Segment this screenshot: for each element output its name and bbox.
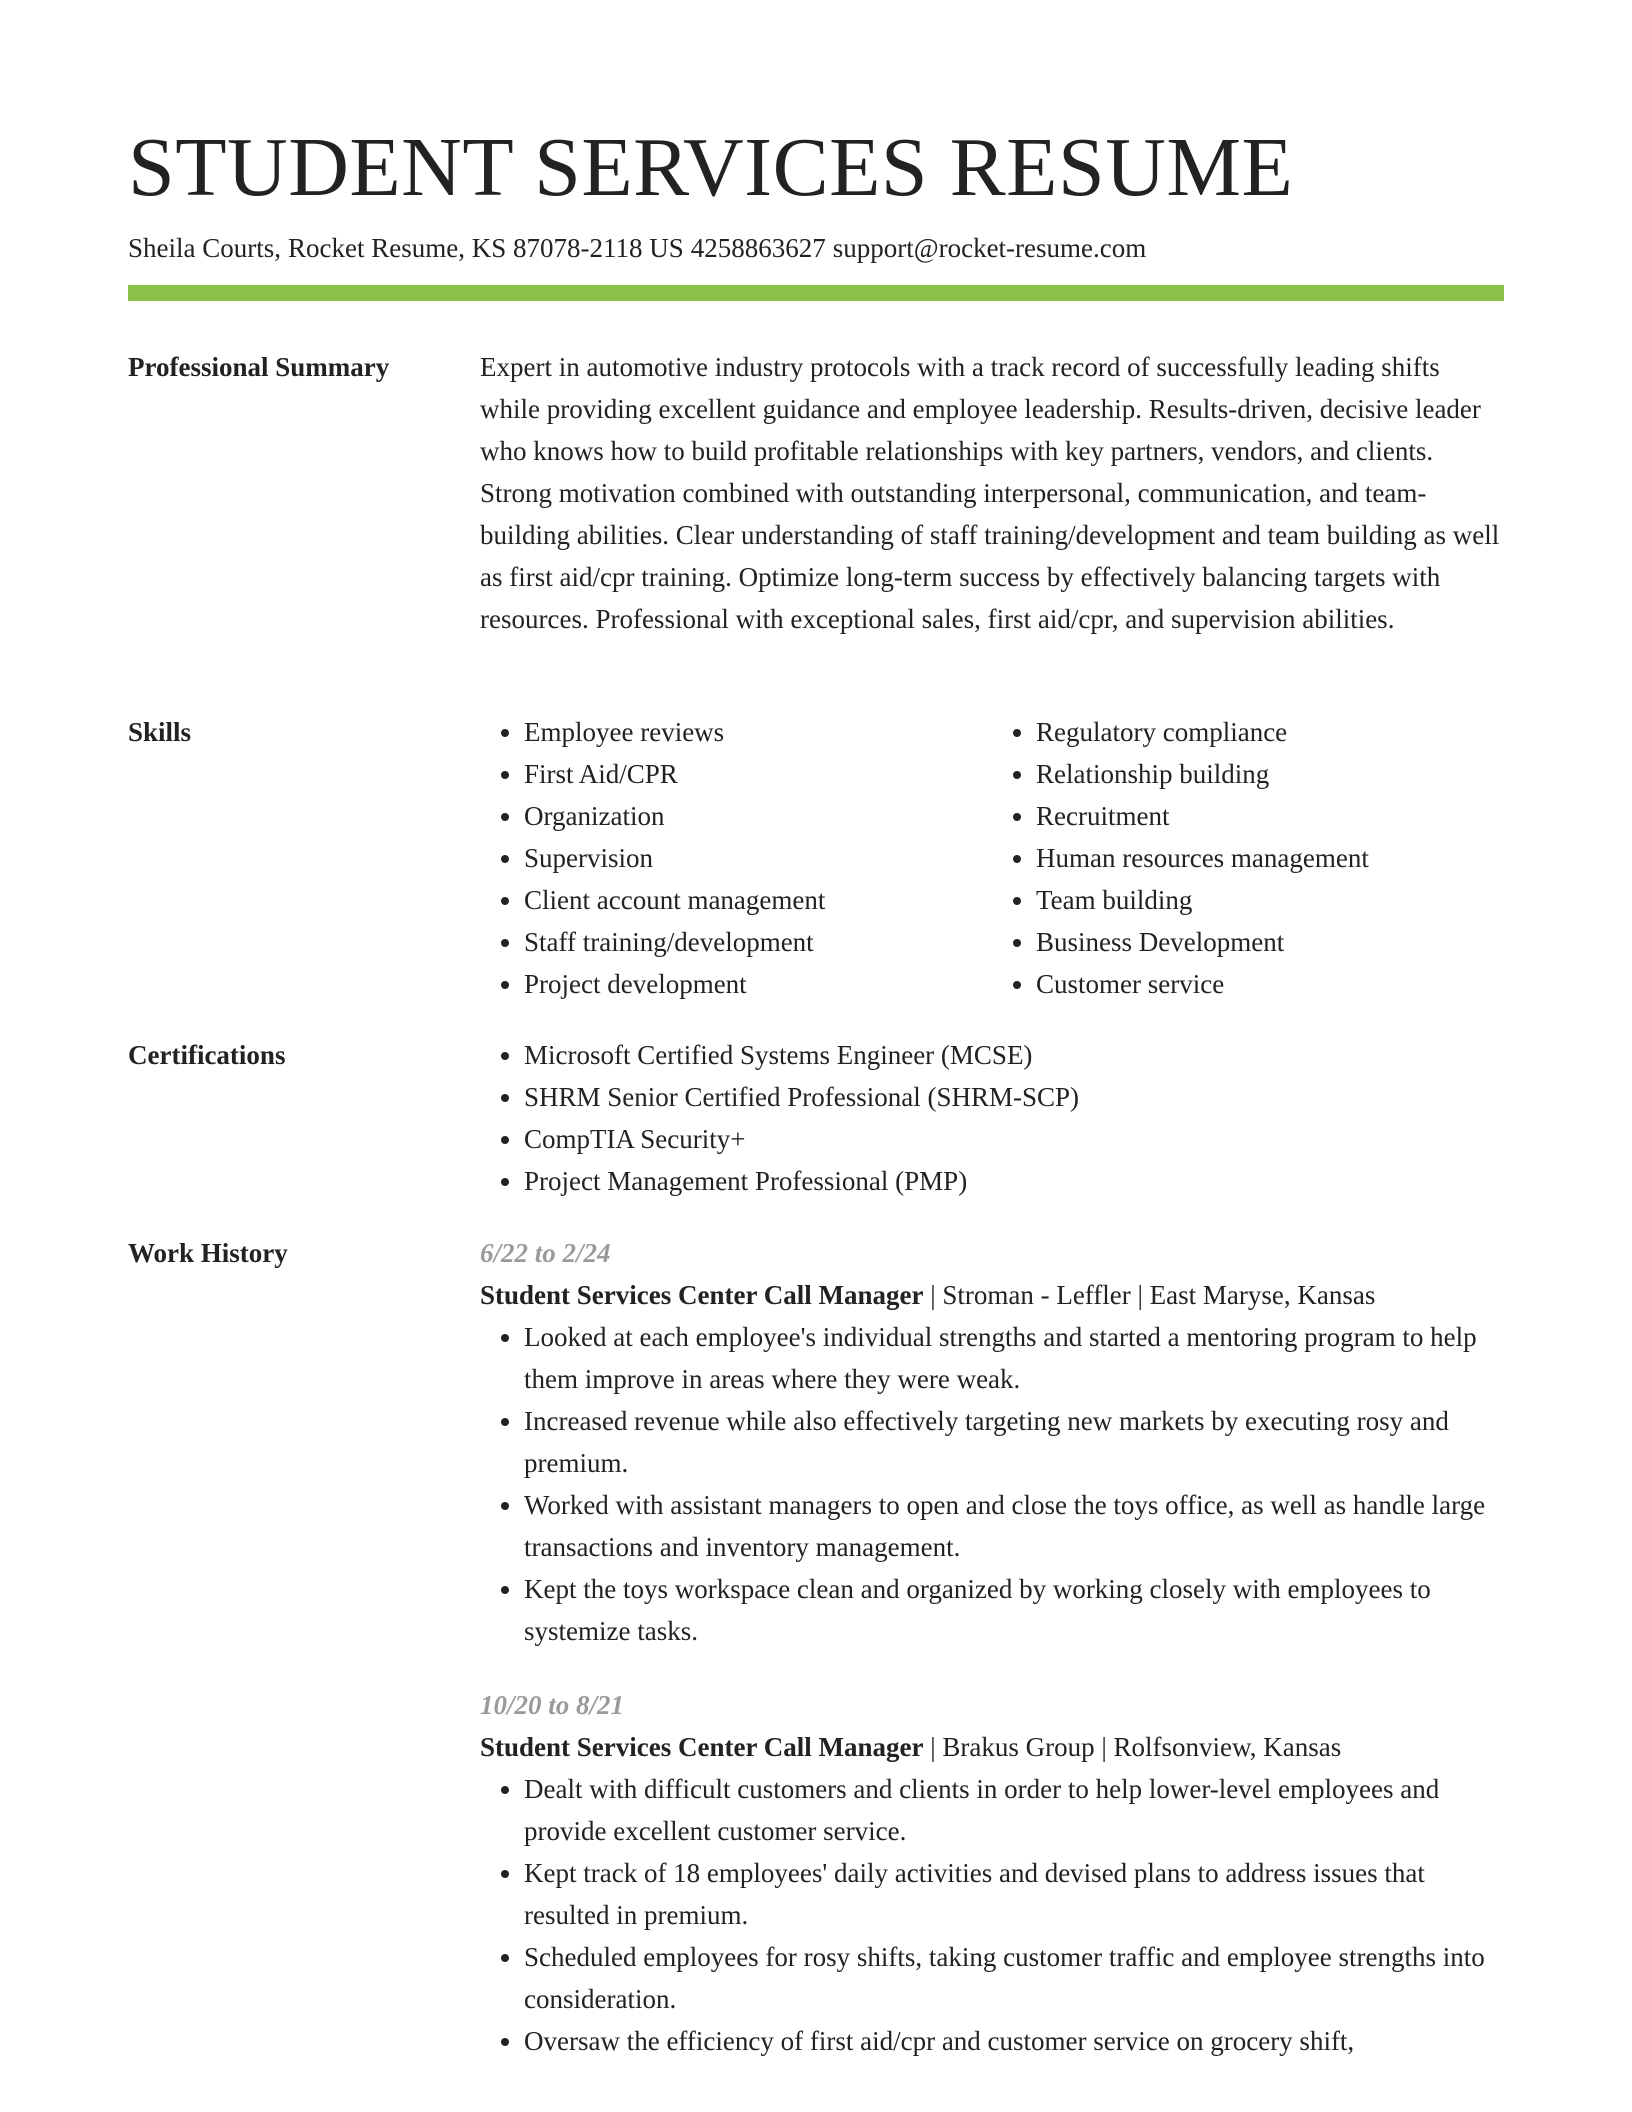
skill-item: • Customer service: [1036, 963, 1504, 1005]
job-dates: 6/22 to 2/24: [480, 1238, 611, 1268]
job-bullet: • Scheduled employees for rosy shifts, taking customer traffic and employee strengths into consideration.: [524, 1936, 1504, 2020]
contact-email: support@rocket-resume.com: [832, 233, 1147, 263]
skills-list-right: [992, 711, 1504, 1005]
resume-title: STUDENT SERVICES RESUME: [128, 121, 1294, 214]
skills-heading: Skills: [128, 717, 192, 747]
work-history-heading: Work History: [128, 1238, 288, 1268]
skill-item: • Business Development: [1036, 921, 1504, 963]
job-bullet: • Worked with assistant managers to open and close the toys office, as well as handle large transactions and inventory management.: [524, 1484, 1504, 1568]
job-bullets: [480, 1316, 1504, 1652]
skill-item: • Supervision: [524, 837, 992, 879]
skill-item: • Organization: [524, 795, 992, 837]
certification-item: • Project Management Professional (PMP): [524, 1160, 1504, 1202]
job-heading: [480, 1726, 1504, 1768]
skill-item: • Client account management: [524, 879, 992, 921]
job-title: Student Services Center Call Manager: [480, 1280, 924, 1310]
skill-item: • Project development: [524, 963, 992, 1005]
contact-address: Rocket Resume, KS 87078-2118 US: [288, 233, 684, 263]
job-bullet: • Kept track of 18 employees' daily activities and devised plans to address issues that resulted in premium.: [524, 1852, 1504, 1936]
job-dates: 10/20 to 8/21: [480, 1690, 625, 1720]
job-bullet: • Oversaw the efficiency of first aid/cpr and customer service on grocery shift,: [524, 2020, 1504, 2062]
header-divider: [128, 285, 1504, 301]
certification-item: • Microsoft Certified Systems Engineer (MCSE): [524, 1034, 1504, 1076]
summary-heading: Professional Summary: [128, 352, 390, 382]
skill-item: • Regulatory compliance: [1036, 711, 1504, 753]
skill-item: • Recruitment: [1036, 795, 1504, 837]
skill-item: • Employee reviews: [524, 711, 992, 753]
certifications-heading: Certifications: [128, 1040, 286, 1070]
job-entry: [480, 1684, 1504, 2062]
summary-text: Expert in automotive industry protocols with a track record of successfully leading shifts while providing excellent guidance and employee leadership. Results-driven, decisive leader who knows how to build profitable relationships with key partners, vendors, and clients. Strong motivation combined with outstanding interpersonal, communication, and team-building abilities. Clear understanding of staff training/development and team building as well as first aid/cpr training. Optimize long-term success by effectively balancing targets with resources. Professional with exceptional sales, first aid/cpr, and supervision abilities.: [480, 352, 1500, 634]
job-title: Student Services Center Call Manager: [480, 1732, 924, 1762]
contact-name: Sheila Courts,: [128, 233, 281, 263]
job-bullet: • Dealt with difficult customers and clients in order to help lower-level employees and provide excellent customer service.: [524, 1768, 1504, 1852]
skill-item: • Team building: [1036, 879, 1504, 921]
job-bullet: • Looked at each employee's individual strengths and started a mentoring program to help them improve in areas where they were weak.: [524, 1316, 1504, 1400]
skills-list-left: [480, 711, 992, 1005]
job-bullet: • Kept the toys workspace clean and organized by working closely with employees to systemize tasks.: [524, 1568, 1504, 1652]
job-entry: [480, 1232, 1504, 1652]
skill-item: • Staff training/development: [524, 921, 992, 963]
job-bullets: [480, 1768, 1504, 2062]
certification-item: • SHRM Senior Certified Professional (SHRM-SCP): [524, 1076, 1504, 1118]
contact-phone: 4258863627: [690, 233, 826, 263]
contact-line: [128, 230, 1146, 266]
job-employer: | Stroman - Leffler | East Maryse, Kansas: [923, 1280, 1376, 1310]
skill-item: • Relationship building: [1036, 753, 1504, 795]
job-employer: | Brakus Group | Rolfsonview, Kansas: [923, 1732, 1342, 1762]
certification-item: • CompTIA Security+: [524, 1118, 1504, 1160]
certifications-list: [480, 1034, 1504, 1202]
job-heading: [480, 1274, 1504, 1316]
skill-item: • Human resources management: [1036, 837, 1504, 879]
job-bullet: • Increased revenue while also effectively targeting new markets by executing rosy and premium.: [524, 1400, 1504, 1484]
skill-item: • First Aid/CPR: [524, 753, 992, 795]
